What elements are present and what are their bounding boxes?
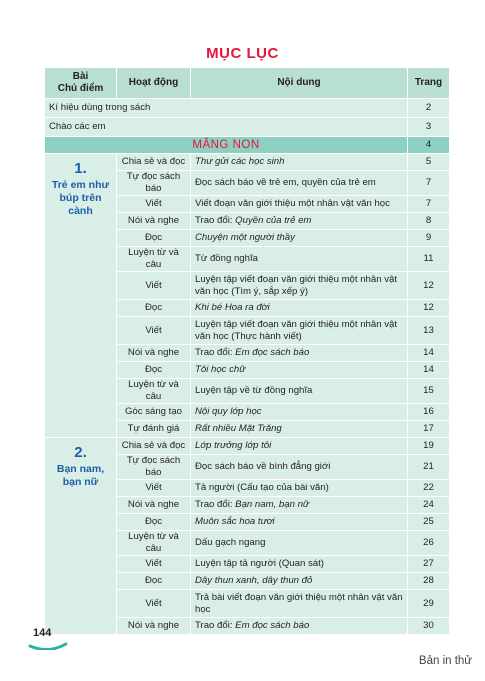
page-cell: 25 [408,514,450,531]
content-prefix: Trao đổi: [195,215,236,226]
content-topic: Bạn nam, bạn nữ [235,499,309,510]
content-cell: Luyện tập viết đoạn văn giới thiệu một nhân vật văn học (Tìm ý, sắp xếp ý) [191,272,408,300]
content-cell: Luyện tập viết đoạn văn giới thiệu một nhân vật văn học (Thực hành viết) [191,317,408,345]
content-cell: Dây thun xanh, dây thun đỏ [191,573,408,590]
content-cell: Rất nhiều Mặt Trăng [191,421,408,438]
content-cell: Thư gửi các học sinh [191,154,408,171]
activity-cell: Luyện từ và câu [117,531,191,556]
activity-cell: Góc sáng tạo [117,404,191,421]
table-row [45,154,450,171]
activity-cell: Luyện từ và câu [117,379,191,404]
content-cell: Đọc sách báo về trẻ em, quyền của trẻ em [191,171,408,196]
intro-row [45,99,450,118]
page-cell: 14 [408,345,450,362]
intro-page: 2 [408,99,450,118]
theme-number: 2. [74,444,87,461]
content-cell: Khi bé Hoa ra đời [191,300,408,317]
header-bai: Bài [72,71,89,82]
header-noi-dung: Nội dung [191,68,408,99]
content-cell: Dấu gạch ngang [191,531,408,556]
page-cell: 5 [408,154,450,171]
activity-cell: Chia sẻ và đọc [117,438,191,455]
content-cell: Luyện tập tả người (Quan sát) [191,556,408,573]
page-cell: 29 [408,590,450,618]
activity-cell: Đọc [117,573,191,590]
page-cell: 7 [408,171,450,196]
table-of-contents [44,67,450,635]
content-topic: Em đọc sách báo [235,620,310,631]
page-cell: 11 [408,247,450,272]
intro-row [45,118,450,137]
page-cell: 21 [408,455,450,480]
content-cell: Trả bài viết đoạn văn giới thiệu một nhân vật văn học [191,590,408,618]
intro-text: Kí hiệu dùng trong sách [45,99,408,118]
page-cell: 12 [408,300,450,317]
page-cell: 26 [408,531,450,556]
page-number: 144 [33,627,52,639]
draft-label: Bản in thử [418,655,472,667]
table-row [45,438,450,455]
page-cell: 15 [408,379,450,404]
page-cell: 28 [408,573,450,590]
activity-cell: Luyện từ và câu [117,247,191,272]
activity-cell: Đọc [117,362,191,379]
header-row [45,68,450,99]
page-cell: 17 [408,421,450,438]
content-cell: Từ đồng nghĩa [191,247,408,272]
content-prefix: Trao đổi: [195,347,236,358]
activity-cell: Chia sẻ và đọc [117,154,191,171]
page-cell: 19 [408,438,450,455]
section-name: MĂNG NON [45,137,408,154]
page-cell: 14 [408,362,450,379]
page-title: MỤC LỤC [206,45,279,62]
activity-cell: Nói và nghe [117,213,191,230]
activity-cell: Viết [117,590,191,618]
content-topic: Em đọc sách báo [235,347,310,358]
content-cell: Chuyện một người thầy [191,230,408,247]
page-cell: 9 [408,230,450,247]
activity-cell: Tự đánh giá [117,421,191,438]
theme-number: 1. [74,160,87,177]
intro-text: Chào các em [45,118,408,137]
header-bai-chu-diem [45,68,117,99]
activity-cell: Tự đọc sách báo [117,171,191,196]
content-cell: Tôi học chữ [191,362,408,379]
page-cell: 27 [408,556,450,573]
activity-cell: Đọc [117,514,191,531]
activity-cell: Viết [117,317,191,345]
activity-cell: Nói và nghe [117,345,191,362]
header-trang: Trang [408,68,450,99]
activity-cell: Đọc [117,300,191,317]
activity-cell: Viết [117,556,191,573]
page-cell: 30 [408,618,450,635]
content-cell: Đọc sách báo về bình đẳng giới [191,455,408,480]
theme-cell [45,438,117,635]
page-cell: 22 [408,480,450,497]
content-cell: Muôn sắc hoa tươi [191,514,408,531]
page-cell: 8 [408,213,450,230]
content-topic: Quyền của trẻ em [235,215,312,226]
content-cell [191,213,408,230]
content-cell: Tả người (Cấu tạo của bài văn) [191,480,408,497]
theme-cell [45,154,117,438]
theme-name: Trẻ em như búp trên cành [51,179,110,217]
content-cell [191,497,408,514]
activity-cell: Viết [117,272,191,300]
intro-page: 3 [408,118,450,137]
activity-cell: Đọc [117,230,191,247]
content-prefix: Trao đổi: [195,499,236,510]
page-cell: 16 [408,404,450,421]
activity-cell: Viết [117,480,191,497]
activity-cell: Viết [117,196,191,213]
header-chu-diem: Chủ điểm [57,83,104,94]
content-cell: Nội quy lớp học [191,404,408,421]
content-cell: Viết đoạn văn giới thiệu một nhân vật văn học [191,196,408,213]
content-cell [191,345,408,362]
theme-name: Bạn nam, bạn nữ [56,463,105,488]
content-prefix: Trao đổi: [195,620,236,631]
page-cell: 24 [408,497,450,514]
page-cell: 7 [408,196,450,213]
page-cell: 12 [408,272,450,300]
activity-cell: Nói và nghe [117,497,191,514]
content-cell [191,618,408,635]
activity-cell: Nói và nghe [117,618,191,635]
section-row [45,137,450,154]
content-cell: Luyện tập về từ đồng nghĩa [191,379,408,404]
header-hoat-dong: Hoạt động [117,68,191,99]
section-page: 4 [408,137,450,154]
content-cell: Lớp trưởng lớp tôi [191,438,408,455]
activity-cell: Tự đọc sách báo [117,455,191,480]
page-cell: 13 [408,317,450,345]
